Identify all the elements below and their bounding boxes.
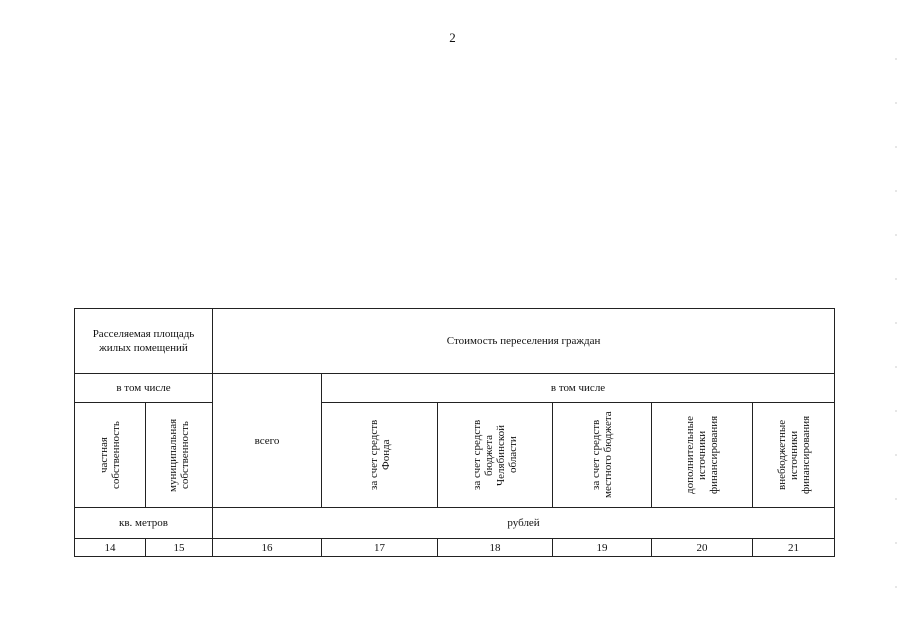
col-number: 17 [322, 539, 438, 557]
extrabudget-label: внебюджетные источники финансирования [775, 415, 812, 495]
cost-header-cell [213, 309, 835, 374]
unit-area-label: кв. метров [118, 517, 169, 529]
scan-artifact [895, 40, 897, 600]
col-number: 20 [652, 539, 753, 557]
additional-cell [652, 403, 753, 508]
incl-cost-cell [322, 374, 835, 403]
incl-area-label: в том числе [116, 382, 171, 394]
municipal-label: муниципальная собственность [167, 418, 191, 492]
local-label: за счет средств местного бюджета [590, 411, 615, 499]
municipal-cell [146, 403, 213, 508]
incl-cost-label: в том числе [550, 382, 606, 394]
private-cell [75, 403, 146, 508]
total-cell [213, 374, 322, 508]
resettlement-table [74, 308, 835, 557]
column-numbers-row [75, 539, 835, 557]
area-header-cell [75, 309, 213, 374]
fund-label: за счет средств Фонда [367, 419, 392, 491]
unit-area-cell [75, 508, 213, 539]
col-number: 18 [438, 539, 553, 557]
unit-cost-label: рублей [507, 517, 540, 529]
col-number: 14 [75, 539, 146, 557]
vertical-header-row [75, 403, 835, 508]
col-number: 16 [213, 539, 322, 557]
additional-label: дополнительные источники финансирования [684, 415, 721, 495]
header-row [75, 309, 835, 374]
private-label: частная собственность [98, 421, 122, 489]
area-header: Расселяемая площадь жилых помещений [92, 328, 195, 354]
subheader-row [75, 374, 835, 403]
units-row [75, 508, 835, 539]
regional-label: за счет средств бюджета Челябинской области [471, 419, 520, 491]
local-cell [553, 403, 652, 508]
unit-cost-cell [213, 508, 835, 539]
col-number: 15 [146, 539, 213, 557]
regional-cell [438, 403, 553, 508]
page-number: 2 [449, 30, 456, 45]
col-number: 21 [753, 539, 835, 557]
col-number: 19 [553, 539, 652, 557]
incl-area-cell [75, 374, 213, 403]
total-label: всего [254, 434, 280, 447]
fund-cell [322, 403, 438, 508]
extrabudget-cell [753, 403, 835, 508]
cost-header: Стоимость переселения граждан [446, 335, 601, 347]
